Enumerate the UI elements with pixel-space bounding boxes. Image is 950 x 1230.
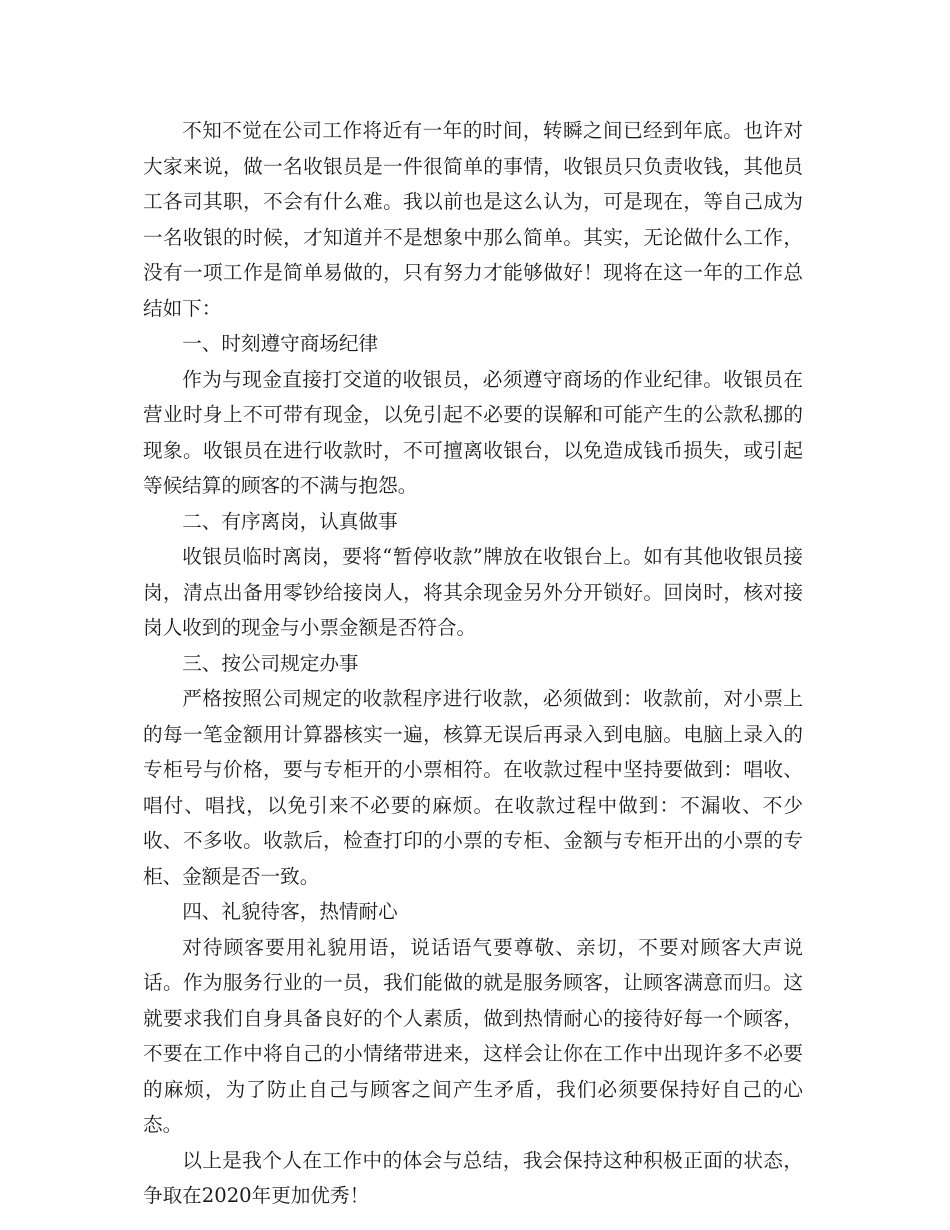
section-heading-1: 一、时刻遵守商场纪律 [182,332,379,355]
section-heading-3: 三、按公司规定办事 [182,651,359,675]
section-paragraph-4: 对待顾客要用礼貌用语，说话语气要尊敬、亲切，不要对顾客大声说话。作为服务行业的一员，我们能做的就是服务顾客，让顾客满意而归。这就要求我们自身具备良好的个人素质，做到热情耐心的接待好每一个顾客，不要在工作中将自己的小情绪带进来，这样会让你在工作中出现许多不必要的麻烦，为了防止自己与顾客之间产生矛盾，我们必须要保持好自己的心态。 [143,935,803,1136]
intro-paragraph: 不知不觉在公司工作将近有一年的时间，转瞬之间已经到年底。也许对大家来说，做一名收银员是一件很简单的事情，收银员只负责收钱，其他员工各司其职，不会有什么难。我以前也是这么认为，可是现在，等自己成为一名收银的时候，才知道并不是想象中那么简单。其实，无论做什么工作，没有一项工作是简单易做的，只有努力才能够做好！现将在这一年的工作总结如下： [143,119,803,320]
section-paragraph-3: 严格按照公司规定的收款程序进行收款，必须做到：收款前，对小票上的每一笔金额用计算器核实一遍，核算无误后再录入到电脑。电脑上录入的专柜号与价格，要与专柜开的小票相符。在收款过程中坚持要做到：唱收、唱付、唱找，以免引来不必要的麻烦。在收款过程中做到：不漏收、不少收、不多收。收款后，检查打印的小票的专柜、金额与专柜开出的小票的专柜、金额是否一致。 [143,687,803,888]
closing-paragraph: 以上是我个人在工作中的体会与总结，我会保持这种积极正面的状态，争取在2020年更加优秀！ [143,1148,803,1207]
document-body [143,113,803,1214]
section-paragraph-2: 收银员临时离岗，要将“暂停收款”牌放在收银台上。如有其他收银员接岗，清点出备用零钞给接岗人，将其余现金另外分开锁好。回岗时，核对接岗人收到的现金与小票金额是否符合。 [143,545,803,639]
section-heading-2: 二、有序离岗，认真做事 [182,509,398,533]
section-paragraph-1: 作为与现金直接打交道的收银员，必须遵守商场的作业纪律。收银员在营业时身上不可带有现金，以免引起不必要的误解和可能产生的公款私挪的现象。收银员在进行收款时，不可擅离收银台，以免造成钱币损失，或引起等候结算的顾客的不满与抱怨。 [143,367,803,497]
section-heading-4: 四、礼貌待客，热情耐心 [182,900,398,923]
